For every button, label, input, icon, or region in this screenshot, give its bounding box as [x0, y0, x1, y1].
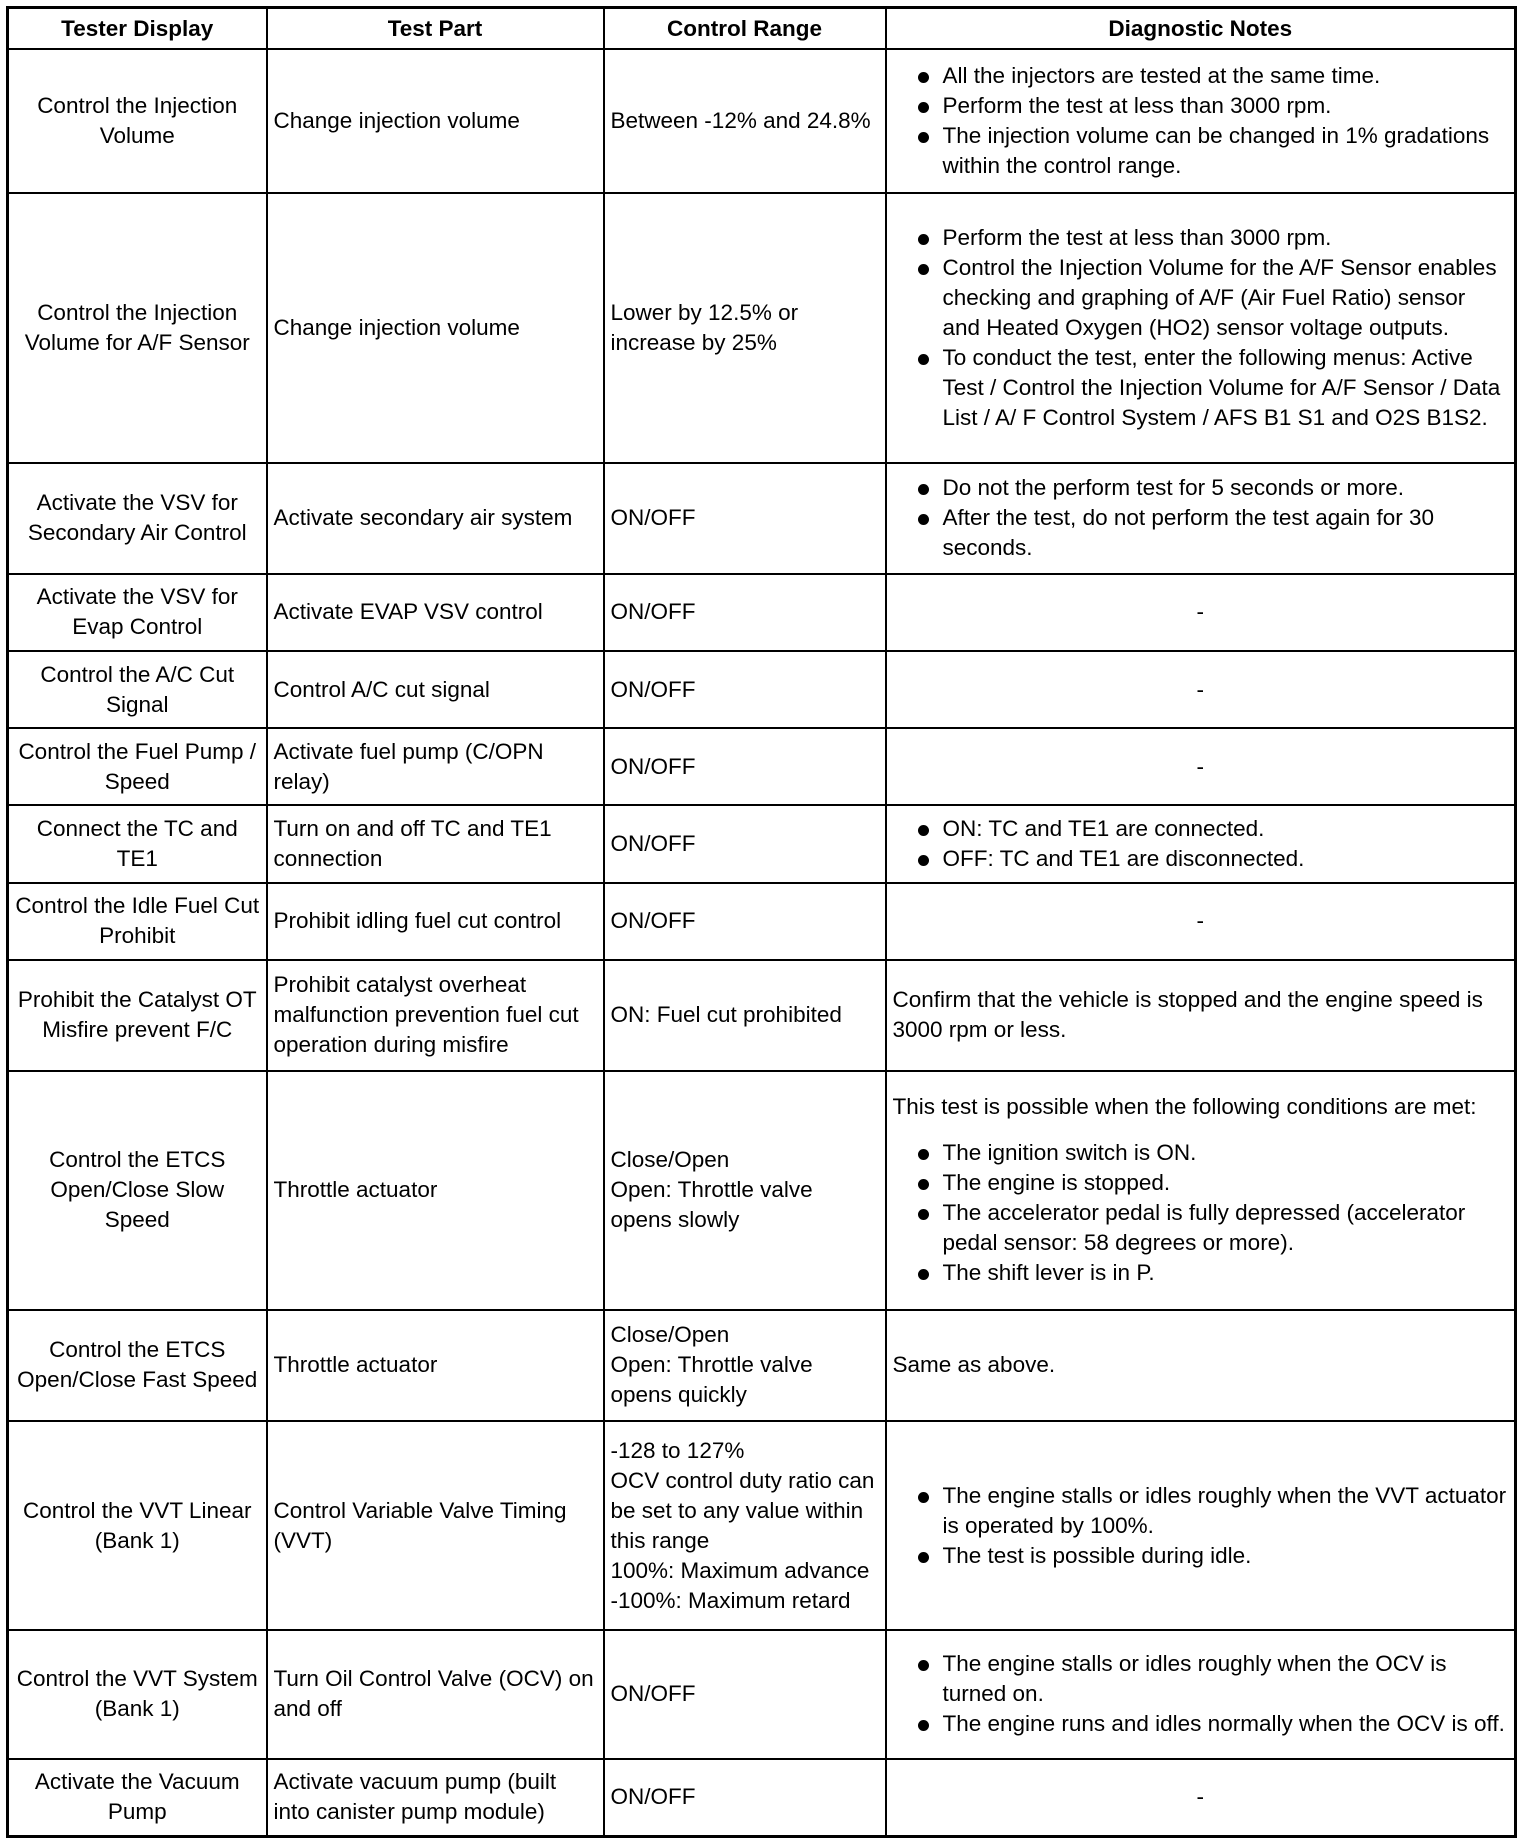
cell-control-range: ON/OFF: [604, 574, 886, 651]
cell-test-part: Turn on and off TC and TE1 connection: [267, 805, 604, 882]
note-list: [893, 814, 1509, 874]
cell-test-part: Turn Oil Control Valve (OCV) on and off: [267, 1630, 604, 1758]
cell-control-range: ON/OFF: [604, 805, 886, 882]
cell-test-part: Activate secondary air system: [267, 463, 604, 573]
cell-control-range: ON/OFF: [604, 651, 886, 728]
note-bullet-item: The engine stalls or idles roughly when the OCV is turned on.: [893, 1649, 1509, 1709]
header-tester-display: Tester Display: [8, 8, 267, 50]
active-test-table: [6, 6, 1517, 1838]
table-row: [8, 960, 1516, 1070]
cell-test-part: Activate EVAP VSV control: [267, 574, 604, 651]
note-bullet-item: ON: TC and TE1 are connected.: [893, 814, 1509, 844]
note-bullet-item: The engine runs and idles normally when the OCV is off.: [893, 1709, 1509, 1739]
empty-note-dash: -: [1196, 599, 1204, 625]
cell-tester-display: Control the Injection Volume for A/F Sensor: [8, 193, 267, 464]
cell-test-part: Prohibit catalyst overheat malfunction prevention fuel cut operation during misfire: [267, 960, 604, 1070]
table-row: [8, 574, 1516, 651]
cell-tester-display: Activate the VSV for Secondary Air Control: [8, 463, 267, 573]
table-row: [8, 1421, 1516, 1631]
cell-test-part: Change injection volume: [267, 193, 604, 464]
cell-diagnostic-notes: [886, 1759, 1516, 1837]
note-list: [893, 61, 1509, 181]
cell-control-range: Between -12% and 24.8%: [604, 49, 886, 193]
note-text: This test is possible when the following conditions are met:: [892, 1094, 1477, 1120]
table-row: [8, 728, 1516, 805]
table-row: [8, 193, 1516, 464]
cell-diagnostic-notes: [886, 805, 1516, 882]
note-bullet-item: The engine stalls or idles roughly when the VVT actuator is operated by 100%.: [893, 1481, 1509, 1541]
cell-control-range: ON/OFF: [604, 1630, 886, 1758]
cell-control-range: ON/OFF: [604, 1759, 886, 1837]
control-range-line: Open: Throttle valve opens quickly: [610, 1352, 813, 1408]
cell-test-part: Throttle actuator: [267, 1071, 604, 1311]
cell-test-part: Control Variable Valve Timing (VVT): [267, 1421, 604, 1631]
cell-control-range: Lower by 12.5% or increase by 25%: [604, 193, 886, 464]
cell-tester-display: Control the ETCS Open/Close Fast Speed: [8, 1310, 267, 1420]
header-control-range: Control Range: [604, 8, 886, 50]
cell-tester-display: Connect the TC and TE1: [8, 805, 267, 882]
cell-test-part: Change injection volume: [267, 49, 604, 193]
header-diagnostic-notes: Diagnostic Notes: [886, 8, 1516, 50]
cell-control-range: ON: Fuel cut prohibited: [604, 960, 886, 1070]
cell-test-part: Throttle actuator: [267, 1310, 604, 1420]
cell-control-range: ON/OFF: [604, 728, 886, 805]
note-bullet-item: Control the Injection Volume for the A/F Sensor enables checking and graphing of A/F (Air Fuel Ratio) sensor and Heated Oxygen (HO2) sensor voltage outputs.: [893, 253, 1509, 343]
cell-test-part: Activate vacuum pump (built into canister pump module): [267, 1759, 604, 1837]
table-row: [8, 651, 1516, 728]
table-row: [8, 805, 1516, 882]
note-bullet-item: The test is possible during idle.: [893, 1541, 1509, 1571]
cell-control-range: ON/OFF: [604, 883, 886, 960]
note-list: [893, 1138, 1509, 1288]
note-bullet-item: The engine is stopped.: [893, 1168, 1509, 1198]
cell-control-range: [604, 1421, 886, 1631]
table-row: [8, 883, 1516, 960]
table-row: [8, 463, 1516, 573]
cell-control-range: [604, 1310, 886, 1420]
header-test-part: Test Part: [267, 8, 604, 50]
cell-diagnostic-notes: [886, 728, 1516, 805]
control-range-line: -128 to 127%: [610, 1437, 745, 1463]
note-bullet-item: OFF: TC and TE1 are disconnected.: [893, 844, 1509, 874]
table-body: [8, 49, 1516, 1837]
control-range-line: -100%: Maximum retard: [610, 1587, 851, 1613]
cell-tester-display: Control the ETCS Open/Close Slow Speed: [8, 1071, 267, 1311]
cell-test-part: Control A/C cut signal: [267, 651, 604, 728]
note-bullet-item: The accelerator pedal is fully depressed (accelerator pedal sensor: 58 degrees or more).: [893, 1198, 1509, 1258]
note-bullet-item: Do not the perform test for 5 seconds or more.: [893, 473, 1509, 503]
note-list: [893, 1481, 1509, 1571]
cell-diagnostic-notes: [886, 49, 1516, 193]
cell-tester-display: Control the VVT System (Bank 1): [8, 1630, 267, 1758]
cell-diagnostic-notes: [886, 463, 1516, 573]
control-range-line: 100%: Maximum advance: [610, 1557, 870, 1583]
cell-tester-display: Prohibit the Catalyst OT Misfire prevent F/C: [8, 960, 267, 1070]
note-bullet-item: The shift lever is in P.: [893, 1258, 1509, 1288]
cell-diagnostic-notes: [886, 883, 1516, 960]
cell-tester-display: Activate the VSV for Evap Control: [8, 574, 267, 651]
empty-note-dash: -: [1196, 753, 1204, 779]
note-list: [893, 1649, 1509, 1739]
cell-control-range: [604, 1071, 886, 1311]
control-range-line: OCV control duty ratio can be set to any value within this range: [610, 1467, 875, 1553]
cell-tester-display: Activate the Vacuum Pump: [8, 1759, 267, 1837]
note-bullet-item: The injection volume can be changed in 1% gradations within the control range.: [893, 121, 1509, 181]
control-range-line: Close/Open: [610, 1322, 730, 1348]
cell-diagnostic-notes: [886, 651, 1516, 728]
control-range-line: Close/Open: [610, 1147, 730, 1173]
cell-diagnostic-notes: [886, 960, 1516, 1070]
cell-diagnostic-notes: [886, 1630, 1516, 1758]
control-range-line: Open: Throttle valve opens slowly: [610, 1177, 813, 1233]
note-list: [893, 223, 1509, 433]
note-bullet-item: Perform the test at less than 3000 rpm.: [893, 223, 1509, 253]
cell-control-range: ON/OFF: [604, 463, 886, 573]
note-bullet-item: The ignition switch is ON.: [893, 1138, 1509, 1168]
note-text: Same as above.: [892, 1352, 1056, 1378]
table-row: [8, 1630, 1516, 1758]
note-bullet-item: After the test, do not perform the test again for 30 seconds.: [893, 503, 1509, 563]
note-text: Confirm that the vehicle is stopped and the engine speed is 3000 rpm or less.: [892, 987, 1483, 1043]
cell-tester-display: Control the Injection Volume: [8, 49, 267, 193]
empty-note-dash: -: [1196, 1784, 1204, 1810]
cell-test-part: Activate fuel pump (C/OPN relay): [267, 728, 604, 805]
empty-note-dash: -: [1196, 676, 1204, 702]
table-row: [8, 1071, 1516, 1311]
cell-diagnostic-notes: [886, 1071, 1516, 1311]
cell-diagnostic-notes: [886, 1310, 1516, 1420]
note-bullet-item: To conduct the test, enter the following menus: Active Test / Control the Injection Volume for A/F Sensor / Data List / A/ F Control System / AFS B1 S1 and O2S B1S2.: [893, 343, 1509, 433]
note-list: [893, 473, 1509, 563]
cell-tester-display: Control the Idle Fuel Cut Prohibit: [8, 883, 267, 960]
cell-tester-display: Control the Fuel Pump / Speed: [8, 728, 267, 805]
table-row: [8, 1759, 1516, 1837]
cell-tester-display: Control the A/C Cut Signal: [8, 651, 267, 728]
cell-test-part: Prohibit idling fuel cut control: [267, 883, 604, 960]
note-bullet-item: Perform the test at less than 3000 rpm.: [893, 91, 1509, 121]
empty-note-dash: -: [1196, 908, 1204, 934]
cell-diagnostic-notes: [886, 574, 1516, 651]
cell-diagnostic-notes: [886, 1421, 1516, 1631]
table-row: [8, 1310, 1516, 1420]
table-row: [8, 49, 1516, 193]
table-header-row: [8, 8, 1516, 50]
cell-diagnostic-notes: [886, 193, 1516, 464]
note-bullet-item: All the injectors are tested at the same time.: [893, 61, 1509, 91]
cell-tester-display: Control the VVT Linear (Bank 1): [8, 1421, 267, 1631]
